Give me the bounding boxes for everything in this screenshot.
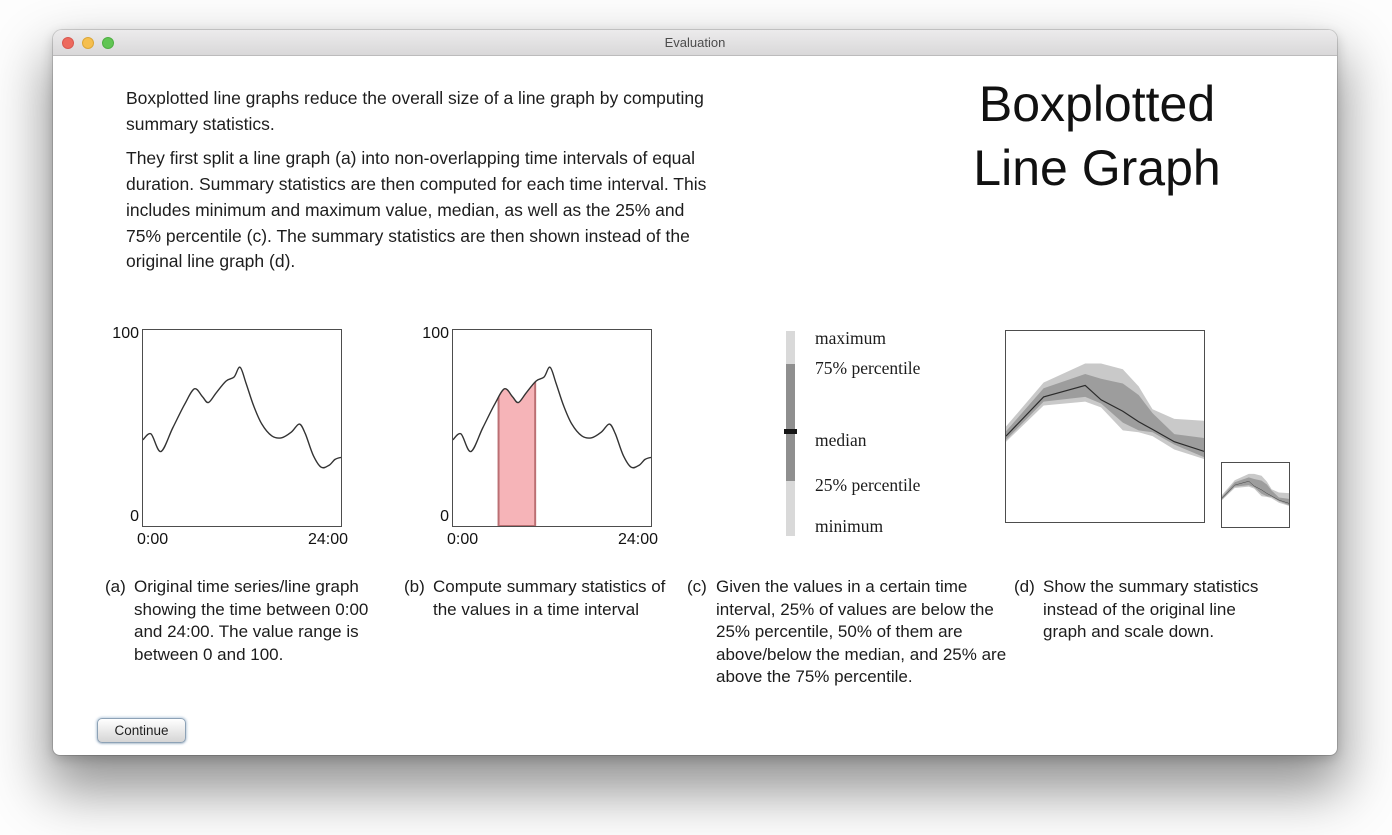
figure-b-xmin-label: 0:00 — [447, 531, 479, 548]
caption-b-tag: (b) — [404, 577, 425, 596]
figure-b-xmax-label: 24:00 — [617, 531, 658, 548]
figure-a-line-svg — [143, 330, 341, 526]
figure-a-line-chart — [112, 325, 348, 548]
figure-d-large-svg — [1006, 331, 1204, 522]
caption-d-text: Show the summary statistics instead of the original line graph and scale down. — [1043, 577, 1259, 641]
caption-c-tag: (c) — [687, 577, 707, 596]
legend-bar-percentile-range — [786, 364, 795, 481]
window-title: Evaluation — [664, 35, 726, 50]
legend-bar-median-tick — [784, 429, 797, 434]
legend-label-minimum: minimum — [815, 516, 884, 536]
figure-d-boxplotted-chart — [1005, 330, 1205, 523]
page-title-line2: Line Graph — [973, 140, 1221, 196]
figure-a-plot-area — [142, 329, 342, 527]
figure-b-line-svg — [453, 330, 651, 526]
figure-c-boxplot-legend — [786, 328, 1036, 536]
figure-a-ymax-label: 100 — [112, 325, 139, 342]
legend-label-25-percentile: 25% percentile — [815, 475, 921, 495]
page-title-line1: Boxplotted — [978, 76, 1216, 132]
figure-d-small-svg — [1222, 463, 1289, 527]
figure-b-ymax-label: 100 — [422, 325, 449, 342]
legend-label-75-percentile: 75% percentile — [815, 358, 921, 378]
legend-label-median: median — [815, 430, 867, 450]
caption-a-text: Original time series/line graph showing the time between 0:00 and 24:00. The value range is between 0 and 100. — [134, 577, 369, 664]
caption-c-text: Given the values in a certain time interval, 25% of values are below the 25% percentile, 50% of them are above/below the median, and 25% are above the 75% percentile. — [716, 577, 1007, 686]
figure-b-plot-area — [452, 329, 652, 527]
caption-d — [1014, 576, 1276, 644]
figure-d-scaled-down-chart — [1221, 462, 1290, 528]
caption-b-text: Compute summary statistics of the values in a time interval — [433, 577, 666, 619]
figure-a-ymin-label: 0 — [130, 508, 139, 525]
caption-b — [404, 576, 682, 621]
continue-button[interactable]: Continue — [97, 718, 186, 743]
intro-paragraph-1: Boxplotted line graphs reduce the overall size of a line graph by computing summary statistics. — [126, 88, 704, 134]
figure-a-xmin-label: 0:00 — [137, 531, 169, 548]
intro-paragraph-2: They first split a line graph (a) into non-overlapping time intervals of equal duration. Summary statistics are then computed for each time interval. This includes minimum and maximum value, median, as well as the 25% and 75% percentile (c). The summary statistics are then shown instead of the original line graph (d). — [126, 147, 707, 272]
caption-a-tag: (a) — [105, 577, 126, 596]
page-title — [892, 72, 1302, 200]
caption-a — [105, 576, 391, 666]
legend-label-maximum: maximum — [815, 328, 886, 348]
title-bar[interactable] — [53, 30, 1337, 56]
figure-a-xmax-label: 24:00 — [307, 531, 348, 548]
figure-b-ymin-label: 0 — [440, 508, 449, 525]
caption-d-tag: (d) — [1014, 577, 1035, 596]
window-content — [53, 57, 1337, 755]
intro-text — [126, 86, 722, 275]
figure-b-interval-chart — [422, 325, 658, 548]
caption-c — [687, 576, 1007, 689]
evaluation-window — [53, 30, 1337, 755]
